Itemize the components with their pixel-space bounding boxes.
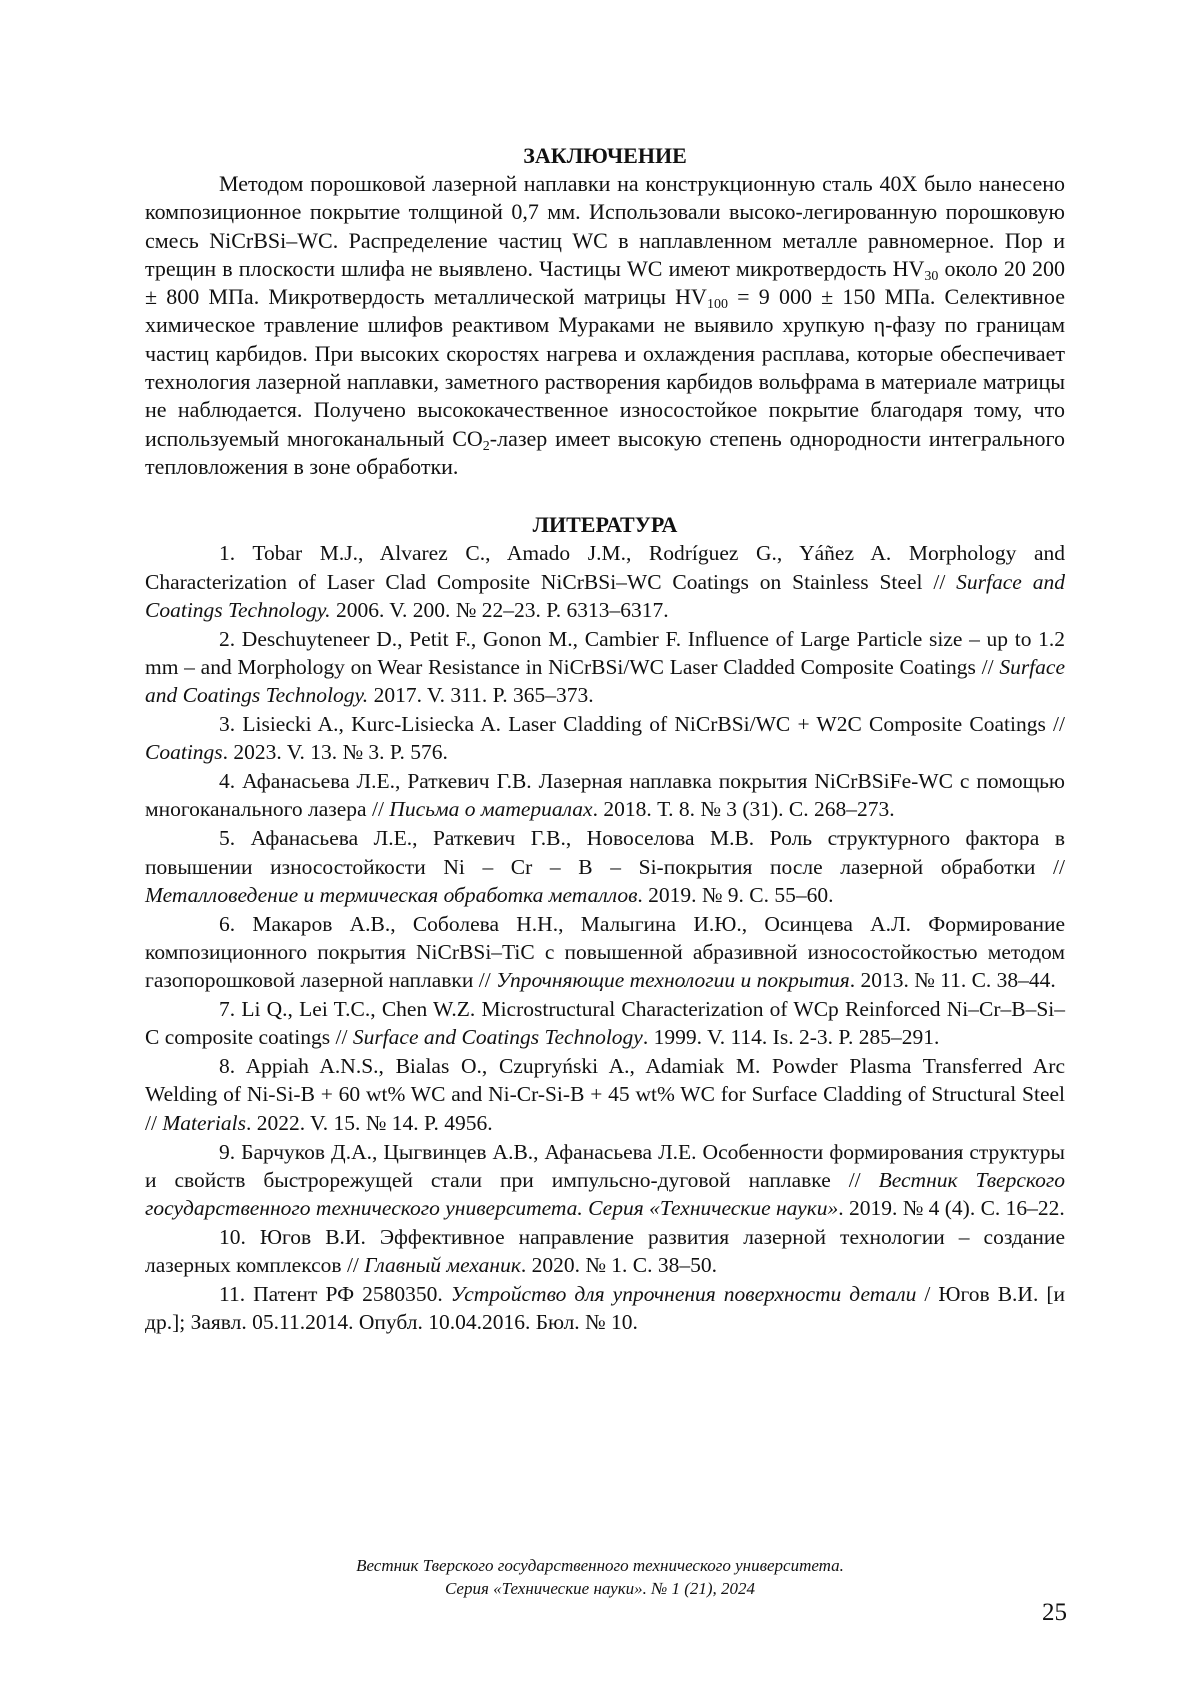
reference-text: 11. Патент РФ 2580350. [219,1282,451,1306]
running-footer [0,1554,1200,1600]
reference-item-10 [145,1223,1065,1280]
reference-details: . 2023. V. 13. № 3. P. 576. [223,740,448,764]
co2-subscript: 2 [483,439,490,454]
reference-details: . 2013. № 11. С. 38–44. [850,968,1056,992]
reference-item-3 [145,710,1065,767]
reference-journal: Coatings [145,740,223,764]
reference-journal: Surface and Coatings Technology. [145,655,1065,707]
conclusion-text-2: около 20 200 ± 800 МПа. Микротвердость металлической матрицы HV [145,256,1065,309]
reference-text: 10. Югов В.И. Эффективное направление развития лазерной технологии – создание лазерных комплексов // [145,1225,1065,1277]
reference-text: 8. Appiah A.N.S., Bialas O., Czupryński A., Adamiak M. Powder Plasma Transferred Arc Welding of Ni-Si-B + 60 wt% WC and Ni-Cr-Si-B + 45 wt% WC for Surface Cladding of Structural Steel // [145,1054,1065,1135]
reference-item-7 [145,995,1065,1052]
reference-journal: Упрочняющие технологии и покрытия [496,968,850,992]
references-list [145,539,1065,1336]
reference-item-5 [145,824,1065,909]
reference-text: 7. Li Q., Lei T.C., Chen W.Z. Microstructural Characterization of WCp Reinforced Ni–Cr–B–Si–C composite coatings // [145,997,1065,1049]
page-content [145,142,1065,1337]
reference-details: . 2019. № 9. С. 55–60. [637,883,833,907]
reference-journal: Главный механик [364,1253,521,1277]
reference-journal: Вестник Тверского государственного технического университета. Серия «Технические науки» [145,1168,1065,1220]
conclusion-paragraph [145,170,1065,481]
hv-subscript-30: 30 [924,269,938,284]
reference-journal: Materials [162,1111,246,1135]
reference-text: 2. Deschuyteneer D., Petit F., Gonon M., Cambier F. Influence of Large Particle size – up to 1.2 mm – and Morphology on Wear Resistance in NiCrBSi/WC Laser Cladded Composite Coatings // [145,627,1065,679]
reference-item-2 [145,625,1065,710]
reference-item-9 [145,1138,1065,1223]
reference-item-6 [145,910,1065,995]
reference-text: 6. Макаров А.В., Соболева Н.Н., Малыгина И.Ю., Осинцева А.Л. Формирование композиционного покрытия NiCrBSi–TiC с повышенной абразивной износостойкостью методом газопорошковой лазерной наплавки // [145,912,1065,993]
conclusion-text-4: -лазер имеет высокую степень однородности интегрального тепловложения в зоне обработки. [145,426,1065,479]
reference-text: 9. Барчуков Д.А., Цыгвинцев А.В., Афанасьева Л.Е. Особенности формирования структуры и свойств быстрорежущей стали при импульсно-дуговой наплавке // [145,1140,1065,1192]
conclusion-heading: ЗАКЛЮЧЕНИЕ [145,142,1065,170]
footer-series-line: Серия «Технические науки». № 1 (21), 2024 [0,1577,1200,1600]
reference-item-1 [145,539,1065,624]
reference-text: 1. Tobar M.J., Alvarez C., Amado J.M., Rodríguez G., Yáñez A. Morphology and Characterization of Laser Clad Composite NiCrBSi–WC Coatings on Stainless Steel // [145,541,1065,593]
conclusion-text-1: Методом порошковой лазерной наплавки на конструкционную сталь 40Х было нанесено композиционное покрытие толщиной 0,7 мм. Использовали высоко-легированную порошковую смесь NiCrBSi–WC. Распределение частиц WC в наплавленном металле равномерное. Пор и трещин в плоскости шлифа не выявлено. Частицы WC имеют микротвердость HV [145,171,1065,281]
reference-item-8 [145,1052,1065,1137]
reference-details: . 2020. № 1. С. 38–50. [521,1253,717,1277]
reference-details: . 2018. Т. 8. № 3 (31). С. 268–273. [593,797,895,821]
reference-details: . 1999. V. 114. Is. 2-3. P. 285–291. [643,1025,939,1049]
reference-text: 4. Афанасьева Л.Е., Раткевич Г.В. Лазерная наплавка покрытия NiCrBSiFe-WC с помощью многоканального лазера // [145,769,1065,821]
reference-journal: Surface and Coatings Technology [353,1025,643,1049]
footer-journal-line: Вестник Тверского государственного технического университета. [0,1554,1200,1577]
document-page [0,0,1200,1697]
reference-text: 3. Lisiecki A., Kurc-Lisiecka A. Laser Cladding of NiCrBSi/WC + W2C Composite Coatings // [219,712,1065,736]
conclusion-text-3: = 9 000 ± 150 МПа. Селективное химическое травление шлифов реактивом Мураками не выявило хрупкую η-фазу по границам частиц карбидов. При высоких скоростях нагрева и охлаждения расплава, которые обеспечивает технология лазерной наплавки, заметного растворения карбидов вольфрама в материале матрицы не наблюдается. Получено высококачественное износостойкое покрытие благодаря тому, что используемый многоканальный CO [145,284,1065,450]
reference-journal: Surface and Coatings Technology. [145,570,1065,622]
reference-details: . 2019. № 4 (4). С. 16–22. [838,1196,1065,1220]
reference-details: . 2022. V. 15. № 14. P. 4956. [246,1111,493,1135]
hv-subscript-100: 100 [707,297,728,312]
reference-journal: Устройство для упрочнения поверхности детали [451,1282,917,1306]
page-number: 25 [1042,1599,1067,1627]
reference-item-11 [145,1280,1065,1337]
reference-journal: Письма о материалах [389,797,592,821]
reference-text: 5. Афанасьева Л.Е., Раткевич Г.В., Новоселова М.В. Роль структурного фактора в повышении износостойкости Ni – Cr – B – Si-покрытия после лазерной обработки // [145,826,1065,878]
reference-details: 2017. V. 311. P. 365–373. [368,683,593,707]
reference-details: 2006. V. 200. № 22–23. P. 6313–6317. [331,598,669,622]
reference-journal: Металловедение и термическая обработка металлов [145,883,637,907]
references-heading: ЛИТЕРАТУРА [145,511,1065,539]
reference-item-4 [145,767,1065,824]
reference-details: / Югов В.И. [и др.]; Заявл. 05.11.2014. Опубл. 10.04.2016. Бюл. № 10. [145,1282,1065,1334]
